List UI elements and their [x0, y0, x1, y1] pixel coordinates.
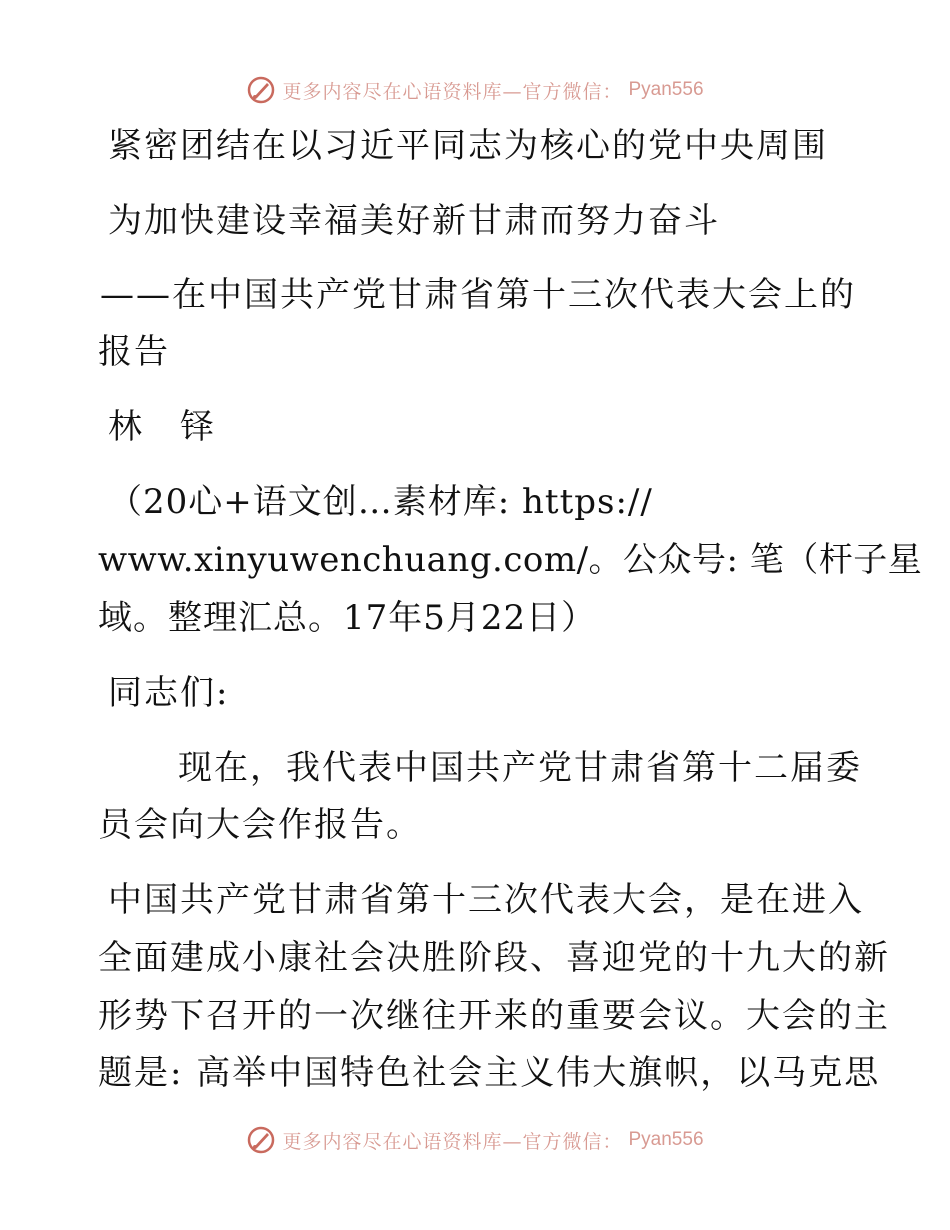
author-name: 林 铎 [108, 407, 216, 447]
subtitle-line-1: ——在中国共产党甘肃省第十三次代表大会上的 [100, 275, 856, 315]
source-line-1: （20心+语文创…素材库: https:// [108, 482, 653, 522]
quill-seal-icon [246, 75, 276, 105]
source-line-3: 域。整理汇总。17年5月22日） [98, 598, 597, 638]
paragraph-1-line-1: 现在，我代表中国共产党甘肃省第十二届委 [178, 748, 862, 788]
quill-seal-icon [246, 1125, 276, 1155]
header-watermark [0, 70, 950, 110]
watermark-wechat-id: Pyan556 [628, 79, 704, 100]
title-line-1: 紧密团结在以习近平同志为核心的党中央周围 [108, 126, 828, 166]
source-line-2: www.xinyuwenchuang.com/。公众号: 笔（杆子星 [98, 540, 923, 580]
paragraph-2-line-4: 题是: 高举中国特色社会主义伟大旗帜，以马克思 [98, 1053, 881, 1093]
subtitle-line-2: 报告 [98, 332, 170, 372]
paragraph-2-line-1: 中国共产党甘肃省第十三次代表大会，是在进入 [108, 880, 864, 920]
watermark-text: 更多内容尽在心语资料库—官方微信： [282, 80, 623, 103]
paragraph-2-line-2: 全面建成小康社会决胜阶段、喜迎党的十九大的新 [98, 938, 890, 978]
title-line-2: 为加快建设幸福美好新甘肃而努力奋斗 [108, 201, 720, 241]
watermark-text: 更多内容尽在心语资料库—官方微信： [282, 1130, 623, 1153]
footer-watermark [0, 1120, 950, 1160]
watermark-wechat-id: Pyan556 [628, 1129, 704, 1150]
paragraph-2-line-3: 形势下召开的一次继往开来的重要会议。大会的主 [98, 996, 890, 1036]
paragraph-1-line-2: 员会向大会作报告。 [98, 805, 422, 845]
salutation: 同志们: [108, 673, 230, 713]
